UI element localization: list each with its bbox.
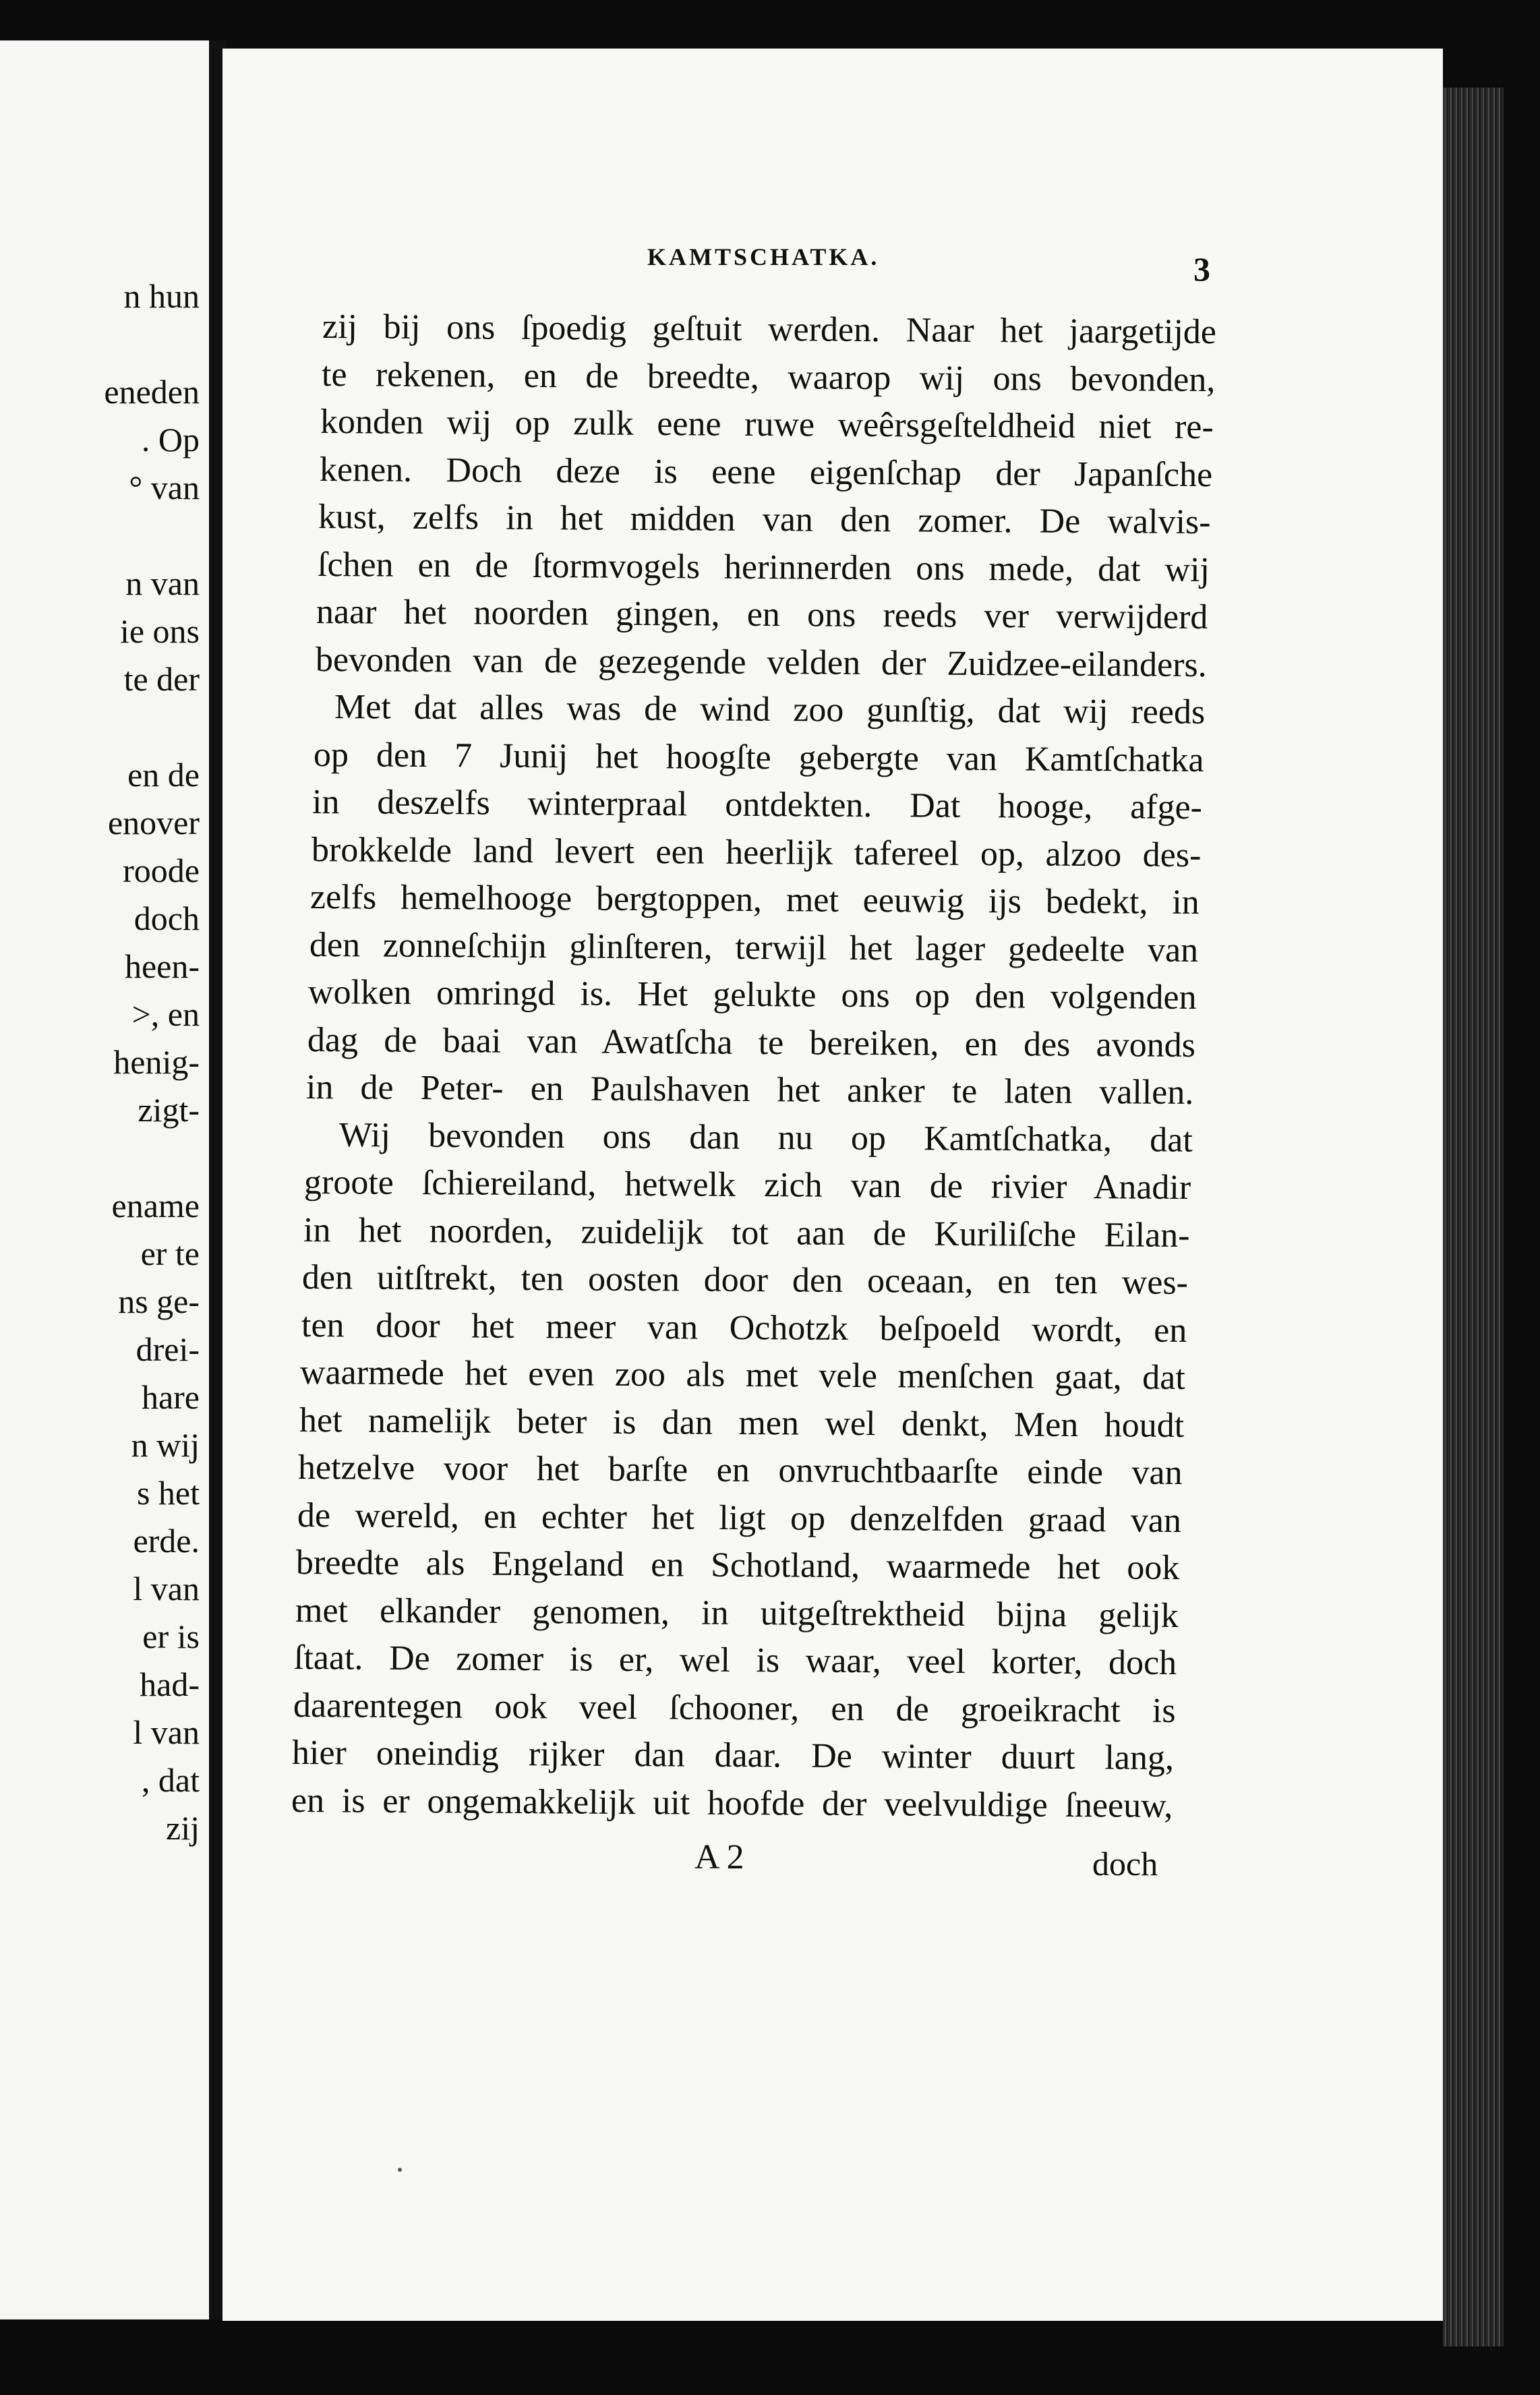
body-line: breedte als Engeland en Schotland, waarmede het ook [295, 1543, 1180, 1588]
page-edges [1443, 88, 1504, 2346]
body-line: Met dat alles was de wind zoo gunſtig, dat wij reeds [334, 688, 1206, 732]
left-page-line: ie ons [119, 612, 200, 650]
body-line: zij bij ons ſpoedig geſtuit werden. Naar het jaargetijde [322, 307, 1217, 352]
left-page-line: n wij [131, 1426, 200, 1464]
page-number: 3 [1193, 250, 1210, 288]
left-page-line: heen- [124, 947, 200, 985]
left-page-line: zigt- [138, 1091, 200, 1129]
body-line: ten door het meer van Ochotzk beſpoeld wordt, en [301, 1305, 1187, 1350]
left-page-line: s het [136, 1474, 200, 1512]
body-line: ſtaat. De zomer is er, wel is waar, veel korter, doch [293, 1638, 1177, 1682]
left-page-line: n van [125, 564, 200, 602]
body-line: groote ſchiereiland, hetwelk zich van de rivier Anadir [303, 1163, 1191, 1208]
left-page-line: en de [127, 756, 200, 794]
left-page-line: erde. [133, 1522, 200, 1560]
body-line: Wij bevonden ons dan nu op Kamtſchatka, dat [338, 1115, 1193, 1160]
left-page-line: doch [134, 899, 200, 937]
left-page-line: hare [141, 1378, 200, 1416]
body-line: waarmede het even zoo als met vele menſchen gaat, dat [299, 1353, 1185, 1398]
body-line: den zonneſchijn glinſteren, terwijl het lager gedeelte van [309, 925, 1198, 970]
body-line: hetzelve voor het barſte en onvruchtbaarſte einde van [297, 1448, 1183, 1493]
body-line: wolken omringd is. Het gelukte ons op den volgenden [307, 973, 1197, 1017]
left-page-line: te der [123, 660, 200, 698]
body-line: het namelijk beter is dan men wel denkt, Men houdt [299, 1400, 1184, 1445]
body-line: op den 7 Junij het hoogſte gebergte van Kamtſchatka [313, 735, 1204, 779]
left-page-line: er te [140, 1235, 200, 1272]
left-page-line: l van [133, 1713, 200, 1751]
left-page-line: henig- [113, 1043, 200, 1081]
body-line: de wereld, en echter het ligt op denzelfden graad van [297, 1496, 1181, 1540]
body-line: met elkander genomen, in uitgeſtrektheid bijna gelijk [295, 1591, 1179, 1635]
catchword: doch [1092, 1845, 1158, 1883]
body-line: brokkelde land levert een heerlijk tafereel op, alzoo des- [311, 830, 1202, 875]
left-page-line: had- [140, 1665, 200, 1703]
body-line: bevonden van de gezegende velden der Zuidzee-eilanders. [315, 640, 1207, 684]
body-line: in de Peter- en Paulshaven het anker te laten vallen. [305, 1068, 1194, 1113]
body-line: daarentegen ook veel ſchooner, en de groeikracht is [293, 1686, 1176, 1730]
left-page-line: zij [166, 1809, 200, 1847]
body-line: in deszelfs winterpraal ontdekten. Dat hooge, afge- [312, 783, 1203, 827]
body-line: den uitſtrekt, ten oosten door den oceaan, en ten wes- [301, 1258, 1189, 1303]
body-line: in het noorden, zuidelijk tot aan de Kuriliſche Eilan- [303, 1210, 1190, 1255]
left-page-line: enover [107, 804, 200, 841]
left-page-line: l van [133, 1570, 200, 1607]
body-line: zelfs hemelhooge bergtoppen, met eeuwig ijs bedekt, in [309, 878, 1200, 922]
left-page-line: ename [111, 1187, 200, 1224]
left-page-line: n hun [123, 277, 200, 315]
left-page-line: er is [142, 1618, 200, 1655]
left-page-line: roode [123, 852, 200, 889]
running-head: KAMTSCHATKA. [647, 243, 880, 270]
left-page-line: ° van [129, 469, 200, 506]
left-page-line: >, en [131, 995, 200, 1033]
left-page-line: drei- [136, 1330, 200, 1368]
body-line: naar het noorden gingen, en ons reeds ver verwijderd [316, 593, 1208, 637]
printer-signature: A 2 [694, 1838, 744, 1876]
body-line: kenen. Doch deze is eene eigenſchap der Japanſche [319, 450, 1212, 494]
body-line: konden wij op zulk eene ruwe weêrsgeſteldheid niet re- [320, 403, 1214, 447]
body-line: kust, zelfs in het midden van den zomer. De walvis- [318, 498, 1211, 542]
left-page-line: . Op [141, 421, 200, 459]
left-page-line: , dat [141, 1761, 200, 1799]
left-page [0, 40, 213, 2319]
body-line: en is er ongemakkelijk uit hoofde der veelvuldige ſneeuw, [291, 1781, 1173, 1825]
body-line: dag de baai van Awatſcha te bereiken, en des avonds [307, 1020, 1195, 1065]
body-line: hier oneindig rijker dan daar. De winter duurt lang, [291, 1734, 1175, 1777]
left-page-line: ns ge- [118, 1282, 200, 1320]
body-line: ſchen en de ſtormvogels herinnerden ons mede, dat wij [317, 545, 1210, 589]
paper-speck [398, 2168, 402, 2172]
body-line: te rekenen, en de breedte, waarop wij ons bevonden, [321, 355, 1216, 399]
left-page-line: eneden [104, 373, 200, 411]
